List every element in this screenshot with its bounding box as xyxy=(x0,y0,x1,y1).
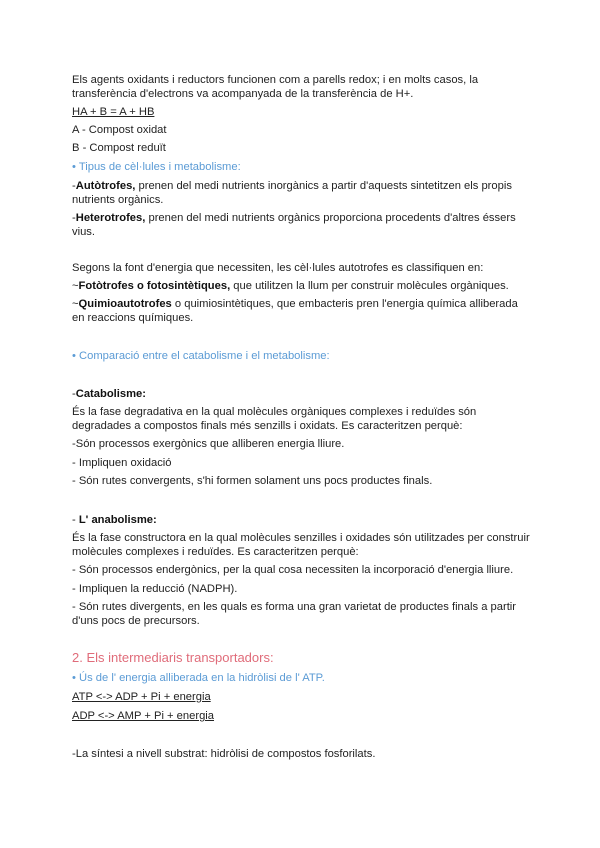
autotrofes-term: Autòtrofes, xyxy=(75,180,136,192)
comparison-heading: • Comparació entre el catabolisme i el metabolisme: xyxy=(72,350,330,362)
anabolism-description: És la fase constructora en la qual molècules senzilles i oxidades són utilitzades per construir molècules complexes i reduïdes. Es caracteritzen perquè: xyxy=(72,532,530,558)
atp-equation xyxy=(72,690,532,704)
compound-b-line: B - Compost reduït xyxy=(72,142,166,154)
anabolism-bullet-2: - Impliquen la reducció (NADPH). xyxy=(72,583,238,595)
anabolism-term: L' anabolisme: xyxy=(78,514,157,526)
heterotrofes-term: Heterotrofes, xyxy=(75,212,146,224)
atp-equation-text: ATP <-> ADP + Pi + energia xyxy=(72,691,211,703)
autotrofes-desc: prenen del medi nutrients inorgànics a partir d'aquests sintetitzen els propis nutrients orgànics. xyxy=(72,180,512,206)
catabolism-bullet-3: - Són rutes convergents, s'hi formen solament uns pocs productes finals. xyxy=(72,475,433,487)
section-2-heading: 2. Els intermediaris transportadors: xyxy=(72,650,274,665)
cell-types-heading: • Tipus de cèl·lules i metabolisme: xyxy=(72,161,241,173)
fototrofes-paragraph xyxy=(72,279,532,293)
bullet-dash: - xyxy=(72,212,76,224)
bullet-dash: - xyxy=(72,180,76,192)
quimio-paragraph xyxy=(72,297,532,325)
redox-equation-text: HA + B = A + HB xyxy=(72,106,155,118)
bullet-dash: - xyxy=(72,514,79,526)
substrate-level-synthesis: -La síntesi a nivell substrat: hidròlisi de compostos fosforilats. xyxy=(72,748,376,760)
adp-equation-text: ADP <-> AMP + Pi + energia xyxy=(72,710,215,722)
autotrofes-paragraph xyxy=(72,179,532,207)
heterotrofes-desc: prenen del medi nutrients orgànics proporciona procedents d'altres éssers vius. xyxy=(72,212,516,238)
fototrofes-term: Fotòtrofes o fotosintètiques, xyxy=(78,280,231,292)
fototrofes-desc: que utilitzen la llum per construir molècules orgàniques. xyxy=(230,280,509,292)
bullet-tilde: ~ xyxy=(72,280,79,292)
atp-energy-heading: • Ús de l' energia alliberada en la hidròlisi de l' ATP. xyxy=(72,672,325,684)
anabolism-title xyxy=(72,513,532,527)
quimio-term: Quimioautotrofes xyxy=(78,298,172,310)
bullet-dash: - xyxy=(72,388,76,400)
catabolism-term: Catabolisme: xyxy=(75,388,146,400)
compound-a-line: A - Compost oxidat xyxy=(72,124,167,136)
energy-source-intro: Segons la font d'energia que necessiten, les cèl·lules autotrofes es classifiquen en: xyxy=(72,262,484,274)
catabolism-title xyxy=(72,387,532,401)
intro-paragraph: Els agents oxidants i reductors funcionen com a parells redox; i en molts casos, la transferència d'electrons va acompanyada de la transferència de H+. xyxy=(72,74,479,100)
catabolism-description: És la fase degradativa en la qual molècules orgàniques complexes i reduïdes són degradades a compostos finals més senzills i oxidats. Es caracteritzen perquè: xyxy=(72,406,477,432)
catabolism-bullet-1: -Són processos exergònics que alliberen energia lliure. xyxy=(72,438,345,450)
bullet-tilde: ~ xyxy=(72,298,79,310)
anabolism-bullet-3: - Són rutes divergents, en les quals es forma una gran varietat de productes finals a partir d'uns pocs de precursors. xyxy=(72,601,517,627)
adp-equation xyxy=(72,709,532,723)
anabolism-bullet-1: - Són processos endergònics, per la qual cosa necessiten la incorporació d'energia lliure. xyxy=(72,564,514,576)
heterotrofes-paragraph xyxy=(72,211,532,239)
redox-equation xyxy=(72,105,532,119)
catabolism-bullet-2: - Impliquen oxidació xyxy=(72,457,172,469)
quimio-desc: o quimiosintètiques, que embacteris pren l'energia química alliberada en reaccions químiques. xyxy=(72,298,518,324)
